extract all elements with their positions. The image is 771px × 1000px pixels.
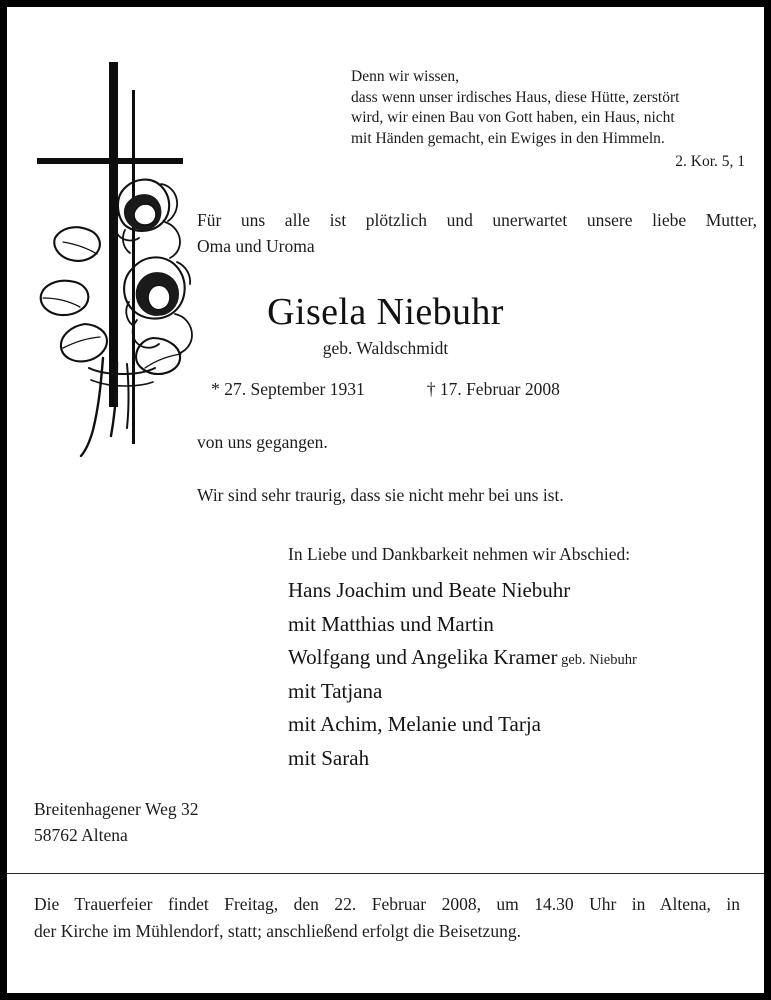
verse-line-1: Denn wir wissen, xyxy=(351,68,460,85)
survivor-main: Wolfgang und Angelika Kramer xyxy=(288,645,558,669)
verse-line-3: wird, wir einen Bau von Gott haben, ein Haus, nicht xyxy=(351,109,675,126)
list-item xyxy=(288,676,738,710)
survivor-main: mit Tatjana xyxy=(288,678,383,703)
mourning-line: Wir sind sehr traurig, dass sie nicht mehr bei uns ist. xyxy=(197,485,564,505)
verse-line-2: dass wenn unser irdisches Haus, diese Hütte, zerstört xyxy=(351,88,680,106)
farewell-intro: In Liebe und Dankbarkeit nehmen wir Abschied: xyxy=(288,544,631,564)
deceased-name: Gisela Niebuhr xyxy=(267,291,504,333)
address-city: 58762 Altena xyxy=(34,825,128,845)
intro-line-1: Für uns alle ist plötzlich und unerwartet unsere liebe Mutter, xyxy=(197,210,757,230)
survivor-main: mit Sarah xyxy=(288,745,370,770)
verse-reference: 2. Kor. 5, 1 xyxy=(675,153,745,170)
intro-line-2: Oma und Uroma xyxy=(197,236,315,256)
survivor-main: Hans Joachim und Beate Niebuhr xyxy=(288,578,571,602)
passed-away-line: von uns gegangen. xyxy=(197,432,328,452)
list-item xyxy=(288,609,738,643)
list-item xyxy=(288,642,738,676)
birth-date: * 27. September 1931 xyxy=(211,379,365,399)
section-divider xyxy=(7,873,764,874)
list-item xyxy=(288,743,738,777)
maiden-name: geb. Waldschmidt xyxy=(322,338,449,358)
passing-text xyxy=(197,429,757,455)
survivor-main: mit Achim, Melanie und Tarja xyxy=(288,712,542,736)
survivor-suffix: geb. Niebuhr xyxy=(557,652,637,668)
funeral-service-info xyxy=(34,891,740,945)
verse-line-4: mit Händen gemacht, ein Ewiges in den Himmeln. xyxy=(351,129,665,147)
life-dates xyxy=(7,377,764,401)
intro-text xyxy=(197,207,757,259)
scripture-verse xyxy=(351,67,751,173)
obituary-card xyxy=(7,7,764,993)
address-street: Breitenhagener Weg 32 xyxy=(34,799,199,819)
survivors-list xyxy=(288,575,738,776)
list-item xyxy=(288,709,738,743)
list-item xyxy=(288,575,738,609)
service-line-2: der Kirche im Mühlendorf, statt; anschließend erfolgt die Beisetzung. xyxy=(34,921,521,941)
deceased-name-block xyxy=(7,290,764,360)
address-block xyxy=(34,796,198,848)
service-line-1: Die Trauerfeier findet Freitag, den 22. Februar 2008, um 14.30 Uhr in Altena, in xyxy=(34,894,740,914)
survivor-main: mit Matthias und Martin xyxy=(288,611,494,636)
death-date: † 17. Februar 2008 xyxy=(426,379,560,399)
